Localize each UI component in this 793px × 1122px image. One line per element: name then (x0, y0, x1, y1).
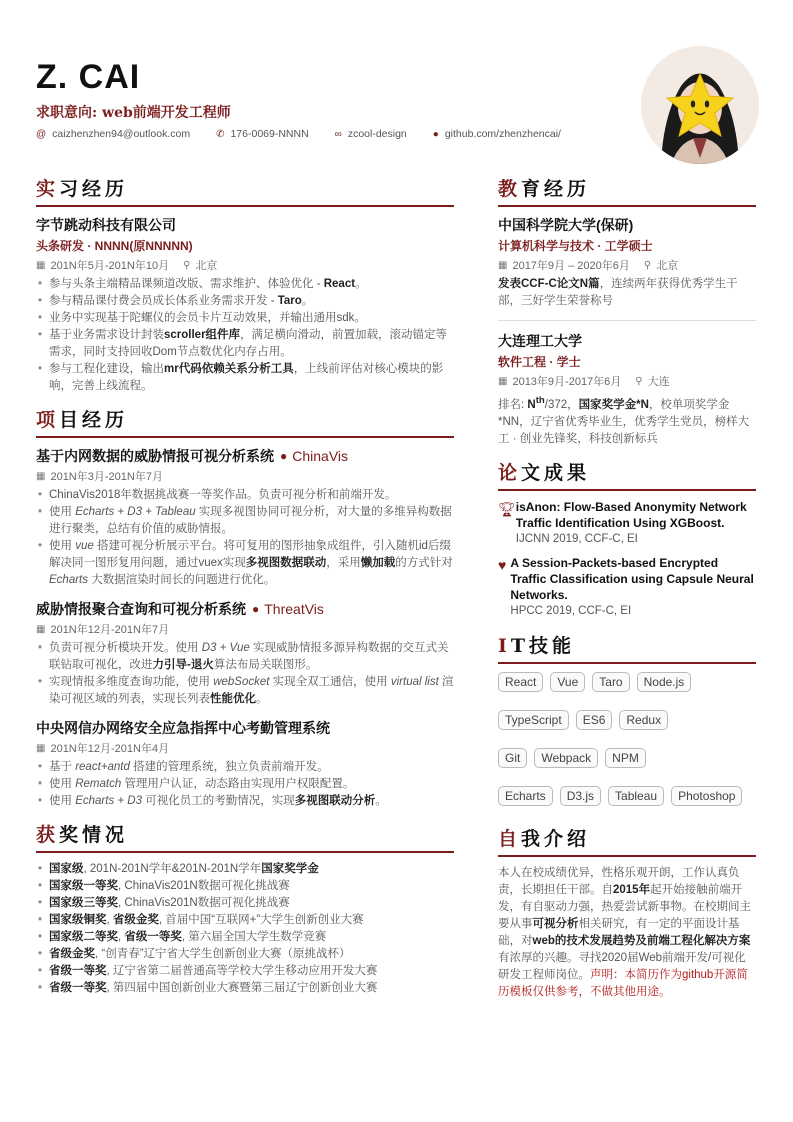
skill-tag: NPM (605, 748, 646, 768)
project-meta (36, 740, 454, 756)
bullet-text: ChinaVis2018年数据挑战赛一等奖作品。负责可视分析和前端开发。 (49, 489, 397, 501)
bullet-strong: 多视图联动分析 (294, 795, 376, 807)
github-icon: ● (280, 449, 288, 463)
bullet-text: 实现威胁情报多源异构数据的交互式关联钻取可视化，改进 (49, 642, 449, 671)
award-text: , 201N-201N学年&201N-201N学年 (83, 863, 262, 875)
bullet-text: 使用 (49, 506, 76, 518)
project-name: 基于内网数据的威胁情报可视分析系统 (36, 448, 274, 464)
section-papers-title (498, 458, 756, 491)
left-column (36, 174, 454, 997)
bullet-strong: 性能优化 (210, 693, 256, 705)
detail-text: ， (567, 398, 579, 411)
detail-strong: N (527, 398, 536, 411)
list-item (36, 878, 454, 895)
section-title-initial: 项 (36, 409, 60, 431)
list-item (36, 538, 454, 589)
section-skills-title (498, 631, 756, 664)
github-icon: ● (252, 602, 260, 616)
education-meta (498, 373, 756, 389)
section-title-rest: 奖情况 (59, 824, 129, 846)
email-contact[interactable] (36, 128, 190, 140)
bullet-text: 的方式针对 (395, 557, 453, 569)
award-level: 国家级 (49, 863, 84, 875)
zcool-text: zcool-design (347, 128, 407, 140)
award-text: , 辽宁省第二届普通高等学校大学生移动应用开发大赛 (106, 965, 378, 977)
project-entry (36, 599, 454, 708)
award-level: 国家奖学金 (261, 863, 319, 875)
list-item (36, 327, 454, 361)
list-item (36, 310, 454, 327)
project-repo-link[interactable]: ThreatVis (264, 601, 324, 617)
skill-tag: Git (498, 748, 527, 768)
internship-date: 201N年5月-201N年10月 (50, 260, 170, 272)
skill-tags (498, 672, 756, 806)
award-level: 省级一等奖 (124, 931, 182, 943)
intro-strong: 2015年 (613, 883, 651, 896)
phone-text: 176-0069-NNNN (230, 128, 309, 140)
award-text: , 第四届中国创新创业大赛暨第三届辽宁创新创业大赛 (106, 982, 378, 994)
paper-venue: HPCC 2019, CCF-C, EI (510, 604, 632, 617)
section-title-rest: 育经历 (521, 178, 591, 200)
bullet-tech: vue (75, 540, 94, 552)
bullet-tech: virtual list (390, 676, 439, 688)
education-detail (498, 276, 756, 310)
award-level: 省级金奖 (49, 948, 95, 960)
disclaimer-text: 声明：本简历作为github开源简历模板仅供参考，不做其他用途。 (498, 968, 748, 998)
list-item (36, 793, 454, 810)
project-bullets (36, 487, 454, 589)
section-title-rest: 文成果 (521, 461, 591, 484)
bullet-text: 实现多视图协同可视分析，对大量的多维异构数据进行聚类，总结有价值的威胁情报。 (49, 506, 452, 535)
bullet-text: 。 (355, 278, 367, 290)
intro-text: 相关研究，有一定的平面设计基础，对 (498, 917, 740, 947)
list-item (36, 912, 454, 929)
education-detail (498, 392, 756, 448)
internship-bullets (36, 276, 454, 395)
bullet-strong: 多视图数据联动 (245, 557, 327, 569)
map-pin-icon: ⚲ (183, 259, 191, 271)
paper-venue: IJCNN 2019, CCF-C, EI (515, 532, 638, 545)
award-text: , “创青春”辽宁省大学生创新创业大赛（原挑战杯） (95, 948, 351, 960)
list-item (36, 980, 454, 997)
education-location (635, 373, 669, 389)
education-date: 2013年9月-2017年6月 (512, 376, 622, 388)
skill-tag: Redux (619, 710, 668, 730)
list-item (36, 361, 454, 395)
skill-tag: Echarts (498, 786, 553, 806)
skill-row (498, 786, 756, 806)
bullet-text: 参与头条主端精品课频道改版、需求维护、体验优化 - (49, 278, 324, 290)
award-text: , ChinaVis201N数据可视化挑战赛 (118, 880, 290, 892)
section-title-initial: 教 (498, 178, 522, 200)
bullet-strong: React (323, 278, 356, 290)
bullet-text: 。 (301, 295, 314, 307)
section-title-initial: 自 (498, 827, 522, 850)
zcool-contact[interactable] (335, 128, 407, 140)
bullet-tech: D3 + Vue (201, 642, 250, 654)
calendar-icon: ▦ (36, 623, 46, 635)
award-level: 国家级铜奖 (49, 914, 107, 926)
detail-text: /372 (544, 398, 568, 411)
bullet-text: 。 (256, 693, 268, 705)
project-title (36, 599, 454, 619)
github-icon: ● (432, 128, 439, 140)
skill-tag: TypeScript (498, 710, 569, 730)
paper-entry (498, 499, 756, 547)
avatar-illustration (641, 46, 759, 164)
bullet-text: ，满足横向滑动，前置加载，滚动锚定等需求，同时支持回收Dom节点数优化内存占用。 (49, 329, 448, 358)
bullet-text: 使用 (49, 795, 76, 807)
list-item (36, 759, 454, 776)
list-item (36, 640, 454, 674)
award-text: , 第六届全国大学生数学竞赛 (181, 931, 327, 943)
github-contact[interactable] (433, 128, 561, 140)
detail-strong: th (535, 395, 545, 406)
bullet-text: 搭建的管理系统，独立负责前端开发。 (129, 761, 329, 773)
phone-contact[interactable] (216, 128, 309, 140)
list-item (36, 861, 454, 878)
intro-strong: web的技术发展趋势及前端工程化解决方案 (532, 934, 751, 947)
intro-text: 起开始接触前端开发，有自驱动力强，热爱尝试新事物。在校期间主要从事 (498, 883, 751, 930)
project-meta (36, 468, 454, 484)
section-title-rest: 目经历 (59, 409, 129, 431)
bullet-text: ，上线前评估对核心模块的影响，完善上线流程。 (49, 363, 444, 392)
bullet-strong: 懒加载 (360, 557, 396, 569)
email-text: caizhenzhen94@outlook.com (52, 128, 191, 140)
github-text: github.com/zhenzhencai/ (444, 128, 561, 140)
project-entry (36, 446, 454, 589)
award-level: 国家级二等奖 (49, 931, 118, 943)
education-entry (498, 331, 756, 448)
skill-tag: Webpack (534, 748, 598, 768)
internship-meta (36, 257, 454, 273)
skill-tag: D3.js (560, 786, 601, 806)
skill-tag: ES6 (576, 710, 613, 730)
skill-tag: Node.js (637, 672, 692, 692)
bullet-text: 参与精品课付费会员成长体系业务需求开发 - (49, 295, 278, 307)
list-item (36, 929, 454, 946)
at-icon: @ (36, 128, 47, 140)
bullet-strong: Taro (277, 295, 302, 307)
intro-text: 有浓厚的兴趣。寻找2020届Web前端开发/可视化研发工程师岗位。 (498, 951, 746, 981)
internship-location (183, 257, 217, 273)
internship-entry (36, 215, 454, 395)
bullet-tech: webSocket (213, 676, 270, 688)
bullet-strong: scroller组件库 (164, 329, 241, 341)
section-title-rest: 我介绍 (521, 827, 591, 850)
calendar-icon: ▦ (498, 259, 508, 271)
education-meta (498, 257, 756, 273)
bullet-tech: Echarts + D3 (75, 795, 142, 807)
location-text: 北京 (656, 260, 679, 272)
project-bullets (36, 640, 454, 708)
intro-strong: 可视分析 (532, 917, 579, 930)
section-projects-title (36, 405, 454, 438)
bullet-tech: Echarts (49, 574, 88, 586)
project-bullets (36, 759, 454, 810)
right-column (498, 174, 756, 1001)
project-repo-link[interactable]: ChinaVis (292, 448, 349, 464)
award-text: , 首届中国“互联网+”大学生创新创业大赛 (158, 914, 364, 926)
bullet-text: 使用 (49, 540, 76, 552)
list-item (36, 293, 454, 310)
candidate-name: Z. CAI (36, 58, 141, 96)
bullet-text: 实现全双工通信，使用 (269, 676, 391, 688)
education-date: 2017年9月 – 2020年6月 (512, 260, 630, 272)
skill-row (498, 748, 756, 768)
bullet-tech: react+antd (75, 761, 130, 773)
job-objective: 求职意向: web前端开发工程师 (36, 105, 231, 121)
intro-text: 本人在校成绩优异，性格乐观开朗，工作认真负责，长期担任干部。自 (498, 866, 740, 896)
section-title-initial: 获 (36, 824, 60, 846)
award-list (36, 861, 454, 997)
self-introduction (498, 865, 756, 1001)
list-item (36, 776, 454, 793)
bullet-text: 可视化员工的考勤情况，实现 (142, 795, 295, 807)
paper-entry (498, 555, 756, 619)
project-title (36, 446, 454, 466)
section-title-rest: T技能 (510, 634, 576, 657)
bullet-text: 参与工程化建设，输出 (49, 363, 164, 375)
major: 计算机科学与技术 · 工学硕士 (498, 239, 653, 253)
bullet-text: 搭建可视分析展示平台。将可复用的图形抽象成组件，引入随机id后缀解决同一图形复用问题，通过vuex实现 (49, 540, 451, 569)
school-name: 中国科学院大学(保研) (498, 217, 634, 233)
award-text: , (118, 931, 125, 943)
project-date: 201N年12月-201N年7月 (50, 624, 170, 636)
school-name: 大连理工大学 (498, 333, 582, 349)
detail-text: 排名: (498, 398, 528, 411)
list-item (36, 946, 454, 963)
award-level: 省级一等奖 (49, 982, 107, 994)
section-education-title (498, 174, 756, 207)
map-pin-icon: ⚲ (635, 375, 643, 387)
calendar-icon: ▦ (36, 259, 46, 271)
list-item (36, 895, 454, 912)
project-date: 201N年3月-201N年7月 (50, 471, 163, 483)
bullet-text: 管理用户认证，动态路由实现用户权限配置。 (121, 778, 355, 790)
award-text: , ChinaVis201N数据可视化挑战赛 (118, 897, 290, 909)
list-item (36, 487, 454, 504)
skill-tag: Taro (592, 672, 629, 692)
skill-row (498, 672, 756, 692)
award-level: 国家级一等奖 (49, 880, 118, 892)
bullet-text: 渲染可视区域的列表，实现长列表 (49, 676, 454, 705)
calendar-icon: ▦ (498, 375, 508, 387)
bullet-tech: Rematch (75, 778, 122, 790)
award-level: 省级金奖 (112, 914, 159, 926)
education-entry (498, 215, 756, 310)
bullet-text: 。 (375, 795, 387, 807)
heartbeat-icon: ♥ (498, 556, 507, 573)
bullet-text: 算法布局关联图形。 (213, 659, 318, 671)
section-internship-title (36, 174, 454, 207)
education-location (644, 257, 678, 273)
avatar (641, 46, 759, 164)
list-item (36, 504, 454, 538)
trophy-icon: 🏆︎ (498, 500, 516, 517)
skill-row (498, 710, 756, 730)
company-name: 字节跳动科技有限公司 (36, 217, 176, 233)
detail-strong: 发表CCF-C论文N篇 (498, 278, 600, 290)
list-item (36, 276, 454, 293)
section-title-rest: 习经历 (59, 178, 129, 200)
paper-title: isAnon: Flow-Based Anonymity Network Traffic Identification Using XGBoost. (515, 499, 747, 530)
project-entry (36, 718, 454, 810)
bullet-text: 使用 (49, 778, 76, 790)
location-text: 北京 (195, 260, 218, 272)
project-date: 201N年12月-201N年4月 (50, 743, 170, 755)
section-title-initial: 论 (498, 461, 522, 484)
bullet-text: 大数据渲染时间长的问题进行优化。 (88, 574, 276, 586)
section-title-initial: I (498, 634, 511, 657)
map-pin-icon: ⚲ (643, 259, 652, 271)
award-text: , (106, 914, 113, 926)
internship-role: 头条研发 · NNNN(原NNNNN) (36, 239, 193, 253)
major: 软件工程 · 学士 (498, 355, 581, 369)
bullet-text: 业务中实现基于陀螺仪的会员卡片互动效果，并输出通用sdk。 (49, 312, 366, 324)
bullet-text: ，采用 (326, 557, 361, 569)
skill-tag: React (498, 672, 543, 692)
calendar-icon: ▦ (36, 470, 46, 482)
project-name: 威胁情报聚合查询和可视分析系统 (36, 601, 246, 617)
bullet-strong: 力引导-退火 (152, 659, 214, 671)
project-meta (36, 621, 454, 637)
divider (498, 320, 756, 321)
project-title: 中央网信办网络安全应急指挥中心考勤管理系统 (36, 720, 330, 736)
detail-strong: 国家奖学金*N (578, 398, 649, 411)
phone-icon: ✆ (216, 128, 225, 140)
detail-text: ，连续两年获得优秀学生干部，三好学生荣誉称号 (498, 278, 738, 307)
section-self-title (498, 824, 756, 857)
skill-tag: Tableau (608, 786, 664, 806)
award-level: 省级一等奖 (49, 965, 107, 977)
calendar-icon: ▦ (36, 742, 46, 754)
bullet-strong: mr代码依赖关系分析工具 (164, 363, 294, 375)
section-awards-title (36, 820, 454, 853)
link-icon: ∞ (334, 128, 342, 140)
bullet-tech: Echarts + D3 + Tableau (75, 506, 196, 518)
contact-bar (36, 128, 587, 140)
skill-tag: Photoshop (671, 786, 742, 806)
section-title-initial: 实 (36, 178, 60, 200)
location-text: 大连 (647, 376, 670, 388)
award-level: 国家级三等奖 (49, 897, 118, 909)
list-item (36, 963, 454, 980)
paper-title: A Session-Packets-based Encrypted Traffic Classification using Capsule Neural Networks. (510, 555, 754, 602)
skill-tag: Vue (550, 672, 585, 692)
bullet-text: 基于 (49, 761, 76, 773)
bullet-text: 实现情报多维度查询功能，使用 (49, 676, 214, 688)
bullet-text: 负责可视分析模块开发。使用 (49, 642, 202, 654)
list-item (36, 674, 454, 708)
bullet-text: 基于业务需求设计封装 (49, 329, 164, 341)
detail-text: ，校单项奖学金*NN，辽宁省优秀毕业生，优秀学生党员，榜样大工 · 创业先锋奖，科技创新标兵 (498, 398, 750, 445)
